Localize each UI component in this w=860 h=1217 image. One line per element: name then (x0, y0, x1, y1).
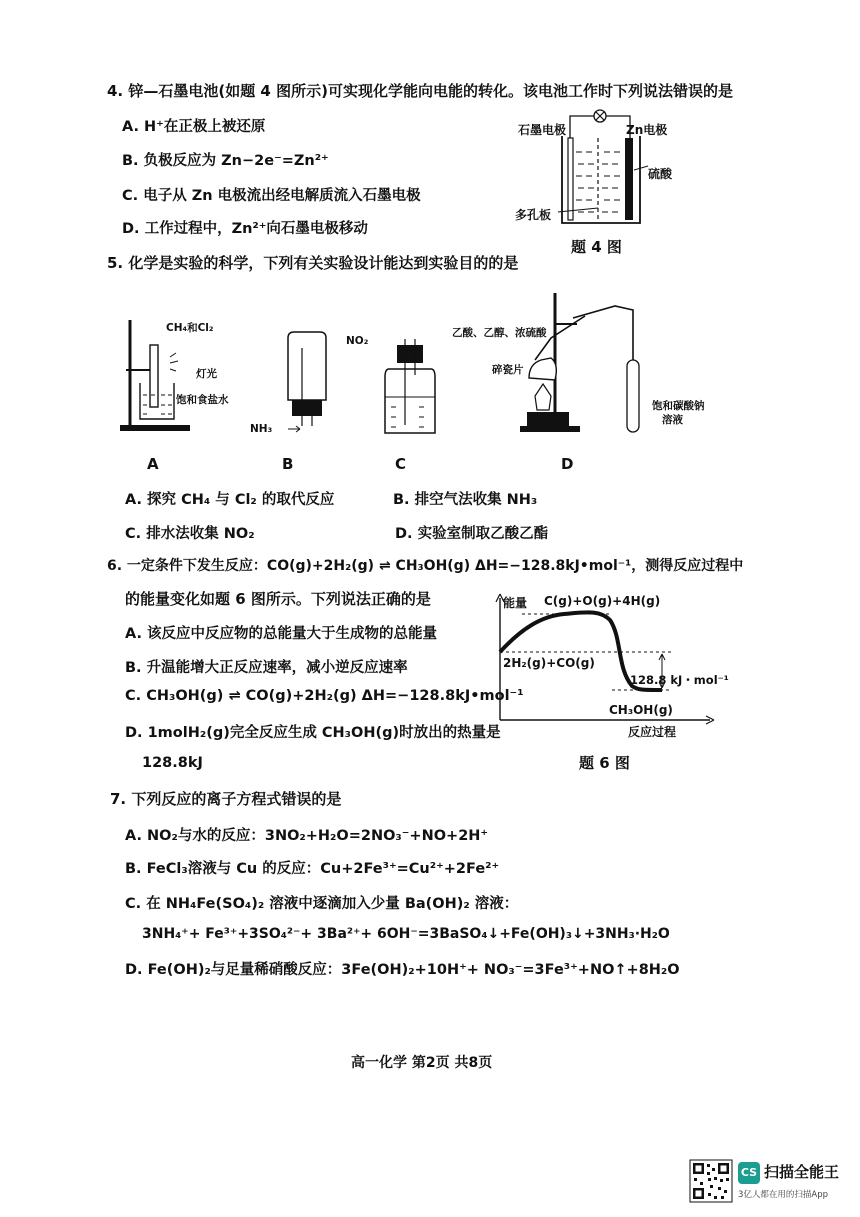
watermark-title: 扫描全能王 (764, 1163, 840, 1181)
q4-option-b: B. 负极反应为 Zn−2e⁻=Zn²⁺ (122, 153, 329, 169)
camscanner-logo-icon: CS (738, 1162, 760, 1184)
x-axis-label: 反应过程 (628, 725, 677, 739)
d-solution-label-2: 溶液 (662, 414, 683, 426)
q7-option-d: D. Fe(OH)₂与足量稀硝酸反应：3Fe(OH)₂+10H⁺+ NO₃⁻=3Fe³⁺+NO↑+8H₂O (125, 962, 680, 978)
a-light-label: 灯光 (196, 368, 217, 380)
q5-option-b: B. 排空气法收集 NH₃ (393, 492, 538, 508)
q6-option-c: C. CH₃OH(g) ⇌ CO(g)+2H₂(g) ΔH=−128.8kJ•mol⁻¹ (125, 688, 524, 704)
apparatus-letter-b: B (282, 455, 294, 473)
d-chips-label: 碎瓷片 (492, 364, 524, 376)
q4-option-d: D. 工作过程中，Zn²⁺向石墨电极移动 (122, 221, 368, 237)
q6-stem-line2: 的能量变化如题 6 图所示。下列说法正确的是 (125, 590, 431, 608)
q7-option-c: C. 在 NH₄Fe(SO₄)₂ 溶液中逐滴加入少量 Ba(OH)₂ 溶液： (125, 896, 519, 912)
q4-stem: 4. 锌—石墨电池(如题 4 图所示)可实现化学能向电能的转化。该电池工作时下列说法错误的是 (107, 82, 733, 100)
battery-diagram (560, 108, 650, 233)
apparatus-letter-d: D (561, 455, 574, 473)
d-solution-label-1: 饱和碳酸钠 (652, 400, 705, 412)
apparatus-c (375, 335, 445, 440)
q6-stem-line1: 6. 一定条件下发生反应：CO(g)+2H₂(g) ⇌ CH₃OH(g) ΔH=−128.8kJ•mol⁻¹，测得反应过程中 (107, 558, 744, 574)
q7-option-b: B. FeCl₃溶液与 Cu 的反应：Cu+2Fe³⁺=Cu²⁺+2Fe²⁺ (125, 861, 500, 877)
plate-label: 多孔板 (515, 208, 552, 222)
q4-option-c: C. 电子从 Zn 电极流出经电解质流入石墨电极 (122, 188, 421, 204)
watermark-subtitle: 3亿人都在用的扫描App (738, 1190, 829, 1200)
q6-option-b: B. 升温能增大正反应速率，减小逆反应速率 (125, 660, 408, 676)
apparatus-letter-a: A (147, 455, 159, 473)
q7-option-c-equation: 3NH₄⁺+ Fe³⁺+3SO₄²⁻+ 3Ba²⁺+ 6OH⁻=3BaSO₄↓+Fe(OH)₃↓+3NH₃·H₂O (142, 926, 670, 942)
q6-caption: 题 6 图 (579, 754, 630, 772)
q7-option-a: A. NO₂与水的反应：3NO₂+H₂O=2NO₃⁻+NO+2H⁺ (125, 828, 489, 844)
b-gas-label: NH₃ (250, 423, 273, 435)
a-gas-label: CH₄和Cl₂ (166, 322, 214, 334)
apparatus-letter-c: C (395, 455, 407, 473)
q6-option-a: A. 该反应中反应物的总能量大于生成物的总能量 (125, 626, 438, 642)
c-gas-label: NO₂ (346, 335, 369, 347)
product-label: CH₃OH(g) (609, 703, 673, 717)
q6-option-d: D. 1molH₂(g)完全反应生成 CH₃OH(g)时放出的热量是 (125, 725, 501, 741)
q5-option-c: C. 排水法收集 NO₂ (125, 526, 255, 542)
peak-label: C(g)+O(g)+4H(g) (544, 594, 661, 608)
acid-label: 硫酸 (648, 167, 673, 181)
qr-code-icon (690, 1160, 732, 1202)
zn-label: Zn电极 (626, 123, 668, 137)
graphite-label: 石墨电极 (518, 123, 567, 137)
apparatus-b (280, 330, 340, 440)
page-footer: 高一化学 第2页 共8页 (351, 1055, 493, 1071)
a-liquid-label: 饱和食盐水 (176, 394, 229, 406)
q5-stem: 5. 化学是实验的科学，下列有关实验设计能达到实验目的的是 (107, 254, 519, 272)
energy-axis-label: 能量 (503, 596, 528, 610)
q7-stem: 7. 下列反应的离子方程式错误的是 (110, 790, 342, 808)
d-reagents-label: 乙酸、乙醇、浓硫酸 (452, 327, 547, 339)
q4-option-a: A. H⁺在正极上被还原 (122, 119, 266, 135)
reactant-label: 2H₂(g)+CO(g) (503, 656, 595, 670)
q4-caption: 题 4 图 (571, 238, 622, 256)
q6-option-d-cont: 128.8kJ (142, 755, 203, 771)
q5-option-a: A. 探究 CH₄ 与 Cl₂ 的取代反应 (125, 492, 335, 508)
delta-h-label: 128.8 kJ・mol⁻¹ (630, 673, 729, 687)
q5-option-d: D. 实验室制取乙酸乙酯 (395, 526, 549, 542)
